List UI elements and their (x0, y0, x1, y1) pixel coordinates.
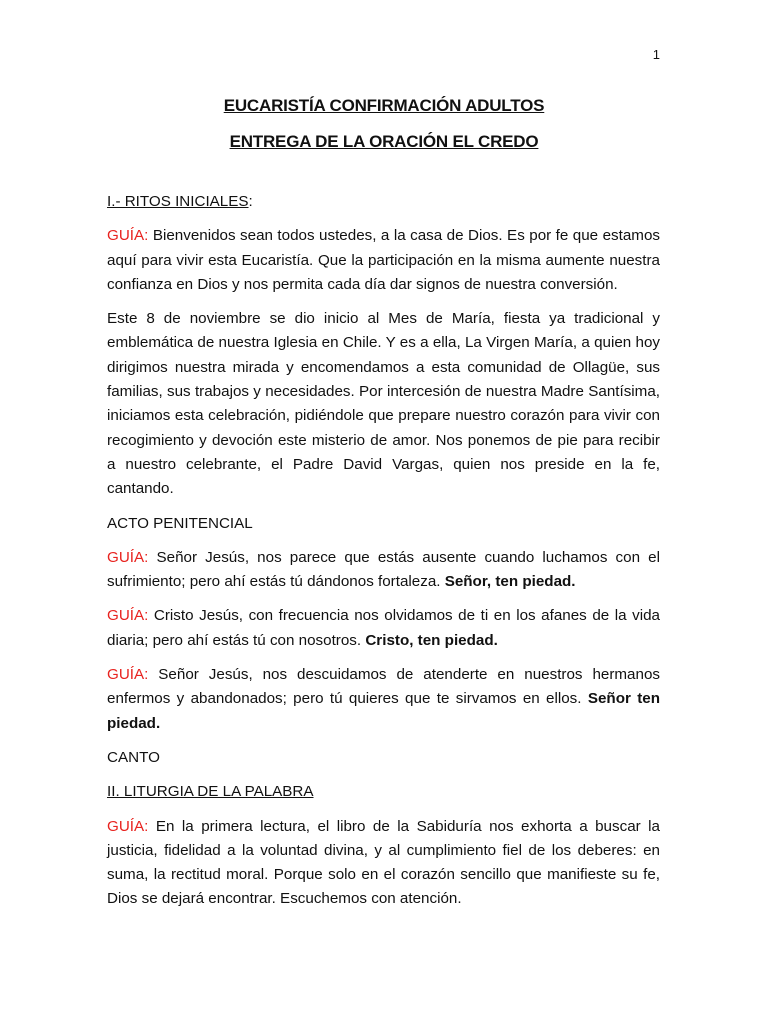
penitential-response: Señor ten piedad. (107, 690, 660, 732)
document-body (107, 190, 660, 922)
guia-label: GUÍA: (107, 548, 149, 566)
paragraph-primera-lectura-text: En la primera lectura, el libro de la Sabiduría nos exhorta a buscar la justicia, fidelidad a la voluntad divina, y al cumplimiento fiel de los deberes: en suma, la rectitud moral. Porque solo en el corazón sencillo que manifieste su fe, Dios se dejará encontrar. Escuchemos con atención. (107, 817, 660, 908)
section-heading-colon: : (248, 193, 253, 210)
section-canto: CANTO (107, 748, 160, 766)
section-heading-text: II. LITURGIA DE LA PALABRA (107, 783, 314, 801)
paragraph-primera-lectura (107, 815, 660, 912)
section-heading-ritos-iniciales (107, 190, 660, 214)
penitential-invocation-1 (107, 546, 660, 595)
section-heading-text: I.- RITOS INICIALES (107, 193, 249, 210)
paragraph-welcome (107, 224, 660, 297)
penitential-invocation-3 (107, 663, 660, 736)
penitential-invocation-text: Señor Jesús, nos descuidamos de atenderte en nuestros hermanos enfermos y abandonados; pero tú quieres que te sirvamos en ellos. (107, 666, 660, 708)
paragraph-welcome-text: Bienvenidos sean todos ustedes, a la casa de Dios. Es por fe que estamos aquí para vivir esta Eucaristía. Que la participación en la misma aumente nuestra confianza en Dios y nos permita cada día dar signos de nuestra conversión. (107, 227, 660, 293)
paragraph-mes-de-maria: Este 8 de noviembre se dio inicio al Mes de María, fiesta ya tradicional y emblemática de nuestra Iglesia en Chile. Y es a ella, La Virgen María, a quien hoy dirigimos nuestra mirada y encomendamos a esta comunidad de Ollagüe, sus familias, sus trabajos y necesidades. Por intercesión de nuestra Madre Santísima, iniciamos esta celebración, pidiéndole que prepare nuestro corazón para vivir con recogimiento y devoción este misterio de amor. Nos ponemos de pie para recibir a nuestro celebrante, el Padre David Vargas, quien nos preside en la fe, cantando. (107, 310, 660, 498)
guia-label: GUÍA: (107, 607, 149, 625)
penitential-invocation-text: Cristo Jesús, con frecuencia nos olvidamos de ti en los afanes de la vida diaria; pero ahí estás tú con nosotros. (107, 607, 660, 649)
section-heading-liturgia-palabra (107, 780, 660, 804)
section-acto-penitencial: ACTO PENITENCIAL (107, 514, 253, 532)
page-number: 1 (652, 47, 660, 62)
penitential-response: Cristo, ten piedad. (365, 631, 498, 649)
guia-label: GUÍA: (107, 227, 149, 245)
guia-label: GUÍA: (107, 817, 149, 835)
guia-label: GUÍA: (107, 666, 149, 684)
penitential-response: Señor, ten piedad. (444, 573, 576, 591)
document-title-line-1: EUCARISTÍA CONFIRMACIÓN ADULTOS (223, 96, 545, 115)
penitential-invocation-text: Señor Jesús, nos parece que estás ausente cuando luchamos con el sufrimiento; pero ahí estás tú dándonos fortaleza. (107, 548, 660, 591)
penitential-invocation-2 (107, 604, 660, 653)
document-title-line-2: ENTREGA DE LA ORACIÓN EL CREDO (229, 132, 539, 151)
